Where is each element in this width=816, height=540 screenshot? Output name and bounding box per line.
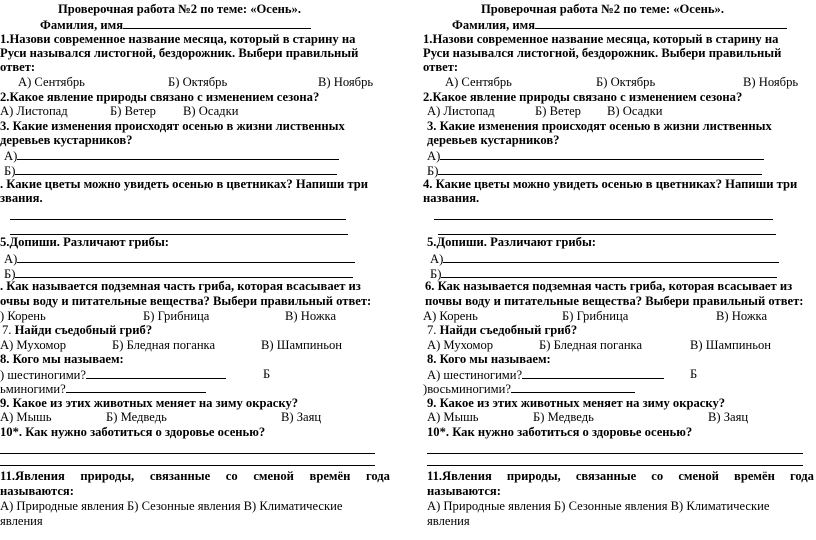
q7-option-b: Б) Бледная поганка <box>112 338 216 352</box>
q1-text: ответ: <box>0 60 36 74</box>
q4-answer-line <box>10 219 346 220</box>
q5-answer-a <box>430 251 779 267</box>
q11-word: времён <box>734 469 775 483</box>
q1-option-a: А) Сентябрь <box>18 75 85 89</box>
q2-text: 2.Какое явление природы связано с изменением сезона? <box>0 90 320 104</box>
q3-text: 3. Какие изменения происходят осенью в жизни лиственных <box>427 119 772 133</box>
q2-option-b: Б) Ветер <box>110 104 156 118</box>
q7-number: 7. <box>427 323 437 337</box>
q10-text: 10*. Как нужно заботиться о здоровье осенью? <box>427 425 693 439</box>
q10-answer-line <box>0 465 375 466</box>
q5-answer-a-blank <box>17 251 355 263</box>
q11-word: года <box>789 469 814 483</box>
q3-text: деревьев кустарников? <box>427 133 560 147</box>
q6-option-c: В) Ножка <box>285 309 337 323</box>
q7-option-c: В) Шампиньон <box>261 338 343 352</box>
q5-text: 5.Допиши. Различают грибы: <box>0 235 169 249</box>
q1-option-b: Б) Октябрь <box>168 75 228 89</box>
q3-answer-a-blank <box>17 148 339 160</box>
q2-option-a: А) Листопад <box>427 104 495 118</box>
q2-option-c: В) Осадки <box>183 104 239 118</box>
name-field <box>452 17 787 33</box>
q7-option-a: А) Мухомор <box>0 338 67 352</box>
q6-text: очвы воду и питательные вещества? Выбери правильный ответ: <box>0 294 372 308</box>
q11-options: явления <box>427 514 470 528</box>
q11-word: со <box>225 469 238 483</box>
q3-answer-b-blank <box>15 163 337 175</box>
q1-option-a: А) Сентябрь <box>445 75 512 89</box>
q4-text: звания. <box>0 191 43 205</box>
q9-option-a: А) Мышь <box>427 410 479 424</box>
q7-text <box>427 323 577 338</box>
worksheet-title: Проверочная работа №2 по теме: «Осень». <box>58 2 301 16</box>
q6-option-a: ) Корень <box>0 309 46 323</box>
q8-text <box>427 352 551 367</box>
q4-answer-line <box>434 219 773 220</box>
q3-text: 3. Какие изменения происходят осенью в жизни лиственных <box>0 119 345 133</box>
q11-word: связанные <box>149 469 211 483</box>
q9-option-b: Б) Медведь <box>533 410 594 424</box>
q3-answer-a-label: А) <box>4 149 18 163</box>
q10-text: 10*. Как нужно заботиться о здоровье осенью? <box>0 425 266 439</box>
q7-option-c: В) Шампиньон <box>690 338 772 352</box>
q1-text: Руси назывался листогной, бездорожник. Выбери правильный <box>423 46 782 60</box>
q1-option-c: В) Ноябрь <box>743 75 799 89</box>
q3-answer-a <box>4 148 339 164</box>
q8-hexapods-blank <box>522 367 664 379</box>
q1-text: 1.Назови современное название месяца, который в старину на <box>423 32 779 46</box>
q9-option-c: В) Заяц <box>708 410 749 424</box>
q11-options: А) Природные явления Б) Сезонные явления В) Климатические <box>427 499 770 513</box>
q1-option-b: Б) Октябрь <box>596 75 656 89</box>
name-blank <box>123 17 311 29</box>
q11-text: называются: <box>0 484 74 498</box>
q9-option-a: А) Мышь <box>0 410 52 424</box>
q11-text <box>0 469 390 484</box>
name-field <box>40 17 311 33</box>
q11-word: связанные <box>575 469 637 483</box>
q8-hexapods-label: А) шестиногими? <box>427 368 523 382</box>
q4-text: названия. <box>423 191 480 205</box>
q3-answer-a-label: А) <box>427 149 441 163</box>
q11-word: 11.Явления <box>0 469 65 483</box>
q11-word: 11.Явления <box>427 469 492 483</box>
q6-option-a: А) Корень <box>423 309 478 323</box>
q8-octopods-blank <box>511 381 635 393</box>
q2-option-b: Б) Ветер <box>535 104 581 118</box>
q10-answer-line <box>427 453 803 454</box>
q5-answer-a <box>4 251 355 267</box>
name-label: Фамилия, имя <box>40 18 124 32</box>
q6-text: 6. Как называется подземная часть гриба, которая всасывает из <box>425 279 793 293</box>
q5-text: 5.Допиши. Различают грибы: <box>427 235 596 249</box>
q8-option-b-marker: Б <box>263 367 271 381</box>
q9-option-b: Б) Медведь <box>106 410 167 424</box>
q11-word: сменой <box>678 469 719 483</box>
worksheet-left <box>0 0 406 540</box>
q11-options: А) Природные явления Б) Сезонные явления В) Климатические <box>0 499 343 513</box>
q11-word: сменой <box>253 469 294 483</box>
q10-answer-line <box>0 453 375 454</box>
q8-question: Кого мы называем: <box>12 352 124 366</box>
q11-text: называются: <box>427 484 501 498</box>
q11-options: явления <box>0 514 43 528</box>
q7-option-a: А) Мухомор <box>427 338 494 352</box>
q5-answer-b-blank <box>15 266 353 278</box>
q5-answer-b-label: Б) <box>430 267 442 281</box>
q1-text: 1.Назови современное название месяца, который в старину на <box>0 32 356 46</box>
q3-text: деревьев кустарников? <box>0 133 133 147</box>
q2-option-c: В) Осадки <box>607 104 663 118</box>
q8-octopods-label: ьминогими? <box>0 382 66 396</box>
q2-option-a: А) Листопад <box>0 104 68 118</box>
q7-question: Найди съедобный гриб? <box>439 323 578 337</box>
q9-option-c: В) Заяц <box>281 410 322 424</box>
q7-option-b: Б) Бледная поганка <box>539 338 643 352</box>
q5-answer-a-blank <box>443 251 779 263</box>
q6-option-c: В) Ножка <box>716 309 768 323</box>
q11-word: времён <box>309 469 351 483</box>
q5-answer-a-label: А) <box>4 252 18 266</box>
q11-text <box>427 469 814 484</box>
name-blank <box>535 17 787 29</box>
q4-text: . Какие цветы можно увидеть осенью в цветниках? Напиши три <box>0 177 368 191</box>
q8-octopods-label: )восьминогими? <box>423 382 511 396</box>
q8-octopods-blank <box>66 381 206 393</box>
q7-text <box>2 323 152 338</box>
q8-question: Кого мы называем: <box>439 352 551 366</box>
q9-text: 9. Какое из этих животных меняет на зиму окраску? <box>0 396 299 410</box>
q7-number: 7. <box>2 323 12 337</box>
q11-word: со <box>651 469 664 483</box>
q11-word: природы, <box>80 469 135 483</box>
q3-answer-b-label: Б) <box>427 164 439 178</box>
q8-number: 8. <box>0 352 10 366</box>
q8-hexapods-label: ) шестиногими? <box>0 368 87 382</box>
q8-line-2 <box>423 381 635 397</box>
q8-text <box>0 352 124 367</box>
q10-answer-line <box>427 465 803 466</box>
q11-word: природы, <box>506 469 561 483</box>
q6-text: . Как называется подземная часть гриба, которая всасывает из <box>0 279 361 293</box>
worksheet-title: Проверочная работа №2 по теме: «Осень». <box>481 2 724 16</box>
q8-line-2 <box>0 381 206 397</box>
q8-number: 8. <box>427 352 437 366</box>
q2-text: 2.Какое явление природы связано с изменением сезона? <box>423 90 743 104</box>
q6-option-b: Б) Грибница <box>562 309 629 323</box>
worksheet-right <box>423 0 816 540</box>
q8-option-b-marker: Б <box>690 367 698 381</box>
q3-answer-b-label: Б) <box>4 164 16 178</box>
q3-answer-a-blank <box>440 148 764 160</box>
q7-question: Найди съедобный гриб? <box>14 323 153 337</box>
q5-answer-b-blank <box>441 266 777 278</box>
q5-answer-a-label: А) <box>430 252 444 266</box>
q9-text: 9. Какое из этих животных меняет на зиму окраску? <box>427 396 726 410</box>
q1-text: Руси назывался листогной, бездорожник. Выбери правильный <box>0 46 359 60</box>
q3-answer-a <box>427 148 764 164</box>
q6-text: почвы воду и питательные вещества? Выбери правильный ответ: <box>425 294 804 308</box>
q8-hexapods-blank <box>86 367 226 379</box>
q1-option-c: В) Ноябрь <box>318 75 374 89</box>
q4-text: 4. Какие цветы можно увидеть осенью в цветниках? Напиши три <box>423 177 798 191</box>
q1-text: ответ: <box>423 60 459 74</box>
name-label: Фамилия, имя <box>452 18 536 32</box>
q6-option-b: Б) Грибница <box>143 309 210 323</box>
q5-answer-b-label: Б) <box>4 267 16 281</box>
q11-word: года <box>365 469 390 483</box>
q3-answer-b-blank <box>438 163 762 175</box>
